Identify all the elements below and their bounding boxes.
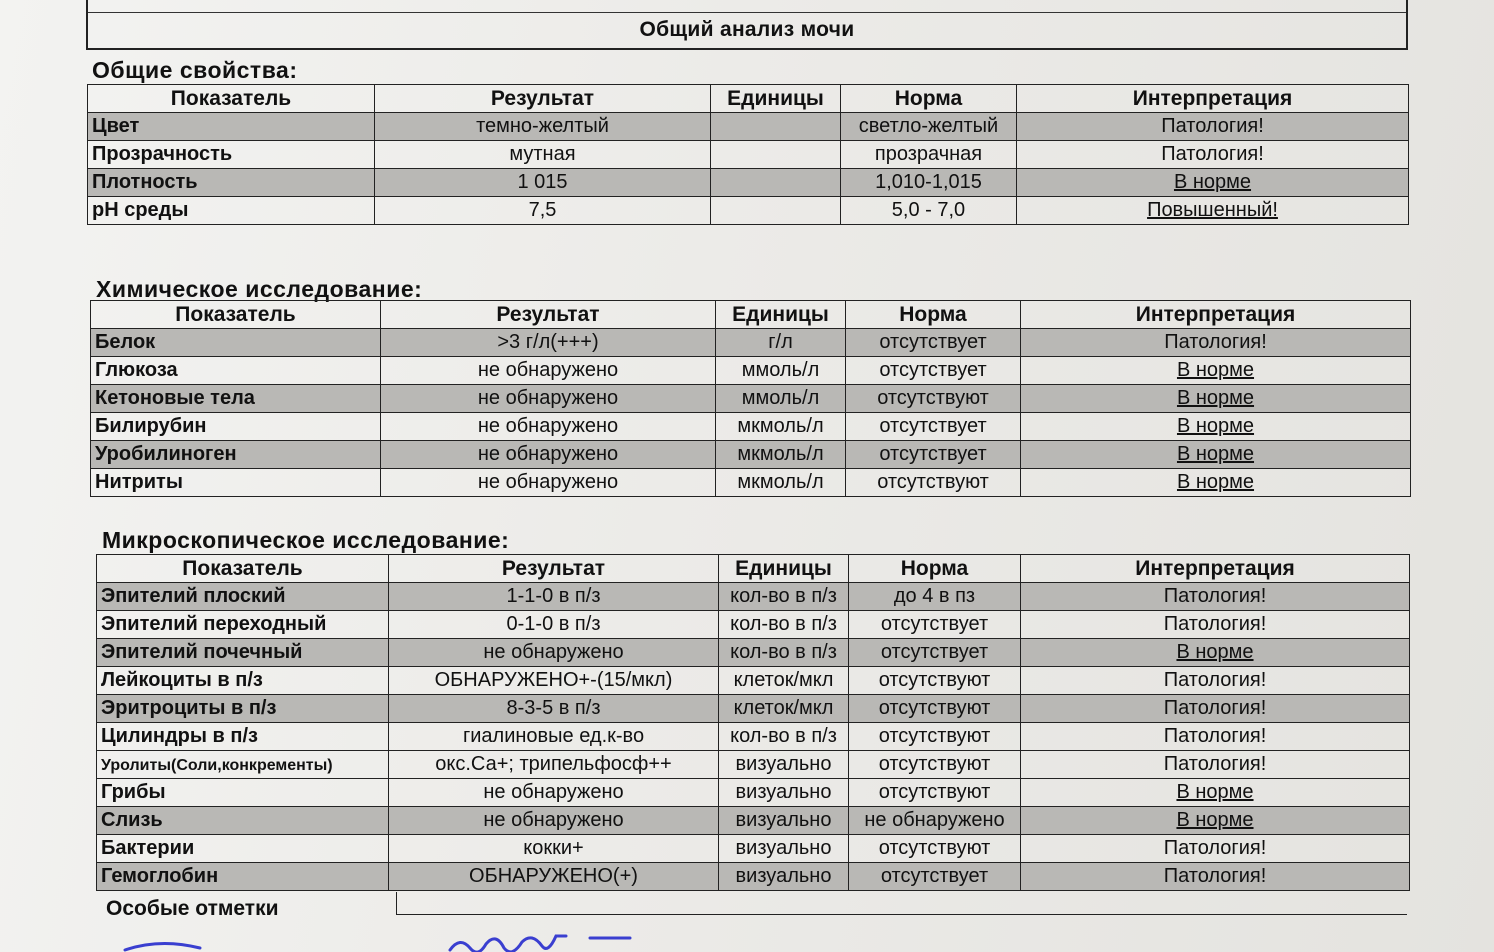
table-row bbox=[91, 357, 1411, 385]
units-cell bbox=[711, 141, 841, 169]
norm-cell bbox=[841, 169, 1017, 197]
norm-cell bbox=[849, 863, 1021, 891]
result-cell-text: 8-3-5 в п/з bbox=[506, 697, 601, 719]
norm-cell bbox=[849, 779, 1021, 807]
handwritten-ink-mark bbox=[120, 930, 640, 952]
norm-cell-text: не обнаружено bbox=[864, 809, 1005, 831]
indicator-cell-text: Эпителий плоский bbox=[101, 585, 286, 607]
norm-cell-text: отсутствуют bbox=[877, 471, 989, 493]
indicator-cell bbox=[88, 113, 375, 141]
units-cell bbox=[719, 863, 849, 891]
norm-cell bbox=[846, 357, 1021, 385]
result-cell bbox=[389, 639, 719, 667]
table-row bbox=[97, 835, 1410, 863]
result-cell-text: темно-желтый bbox=[476, 115, 609, 137]
indicator-cell bbox=[88, 169, 375, 197]
indicator-cell bbox=[88, 141, 375, 169]
result-cell bbox=[375, 169, 711, 197]
norm-cell bbox=[849, 723, 1021, 751]
units-cell bbox=[716, 413, 846, 441]
table-row bbox=[88, 113, 1409, 141]
norm-cell-text: светло-желтый bbox=[858, 115, 999, 137]
interpretation-cell bbox=[1021, 385, 1411, 413]
interpretation-cell-text: Патология! bbox=[1161, 115, 1264, 137]
result-cell-text: кокки+ bbox=[523, 837, 584, 859]
norm-cell bbox=[849, 583, 1021, 611]
norm-cell bbox=[846, 441, 1021, 469]
units-cell-text: клеток/мкл bbox=[733, 697, 834, 719]
units-cell-text: кол-во в п/з bbox=[730, 725, 837, 747]
interpretation-cell bbox=[1021, 611, 1410, 639]
norm-cell bbox=[849, 611, 1021, 639]
units-cell-text: клеток/мкл bbox=[733, 669, 834, 691]
result-cell bbox=[375, 113, 711, 141]
interpretation-cell bbox=[1021, 807, 1410, 835]
interpretation-cell-text: В норме bbox=[1176, 641, 1254, 663]
indicator-cell-text: Гемоглобин bbox=[101, 865, 219, 887]
norm-cell-text: отсутствуют bbox=[878, 669, 991, 691]
norm-cell-text: отсутствует bbox=[879, 331, 987, 353]
norm-cell bbox=[849, 807, 1021, 835]
norm-cell bbox=[841, 141, 1017, 169]
norm-cell bbox=[849, 835, 1021, 863]
interpretation-cell-text: В норме bbox=[1176, 359, 1255, 381]
units-cell bbox=[716, 469, 846, 497]
table-row bbox=[97, 611, 1410, 639]
interpretation-cell-text: В норме bbox=[1176, 781, 1254, 803]
document-title: Общий анализ мочи bbox=[639, 18, 855, 41]
units-cell bbox=[711, 113, 841, 141]
table-row bbox=[88, 169, 1409, 197]
norm-cell-text: 1,010-1,015 bbox=[875, 171, 982, 193]
norm-cell-text: отсутствуют bbox=[877, 387, 989, 409]
table-row bbox=[97, 639, 1410, 667]
interpretation-cell-text: Повышенный! bbox=[1147, 199, 1278, 221]
indicator-cell-text: Грибы bbox=[101, 781, 166, 803]
interpretation-cell bbox=[1021, 835, 1410, 863]
norm-cell bbox=[849, 667, 1021, 695]
header-result: Результат bbox=[389, 555, 719, 583]
result-cell bbox=[389, 863, 719, 891]
norm-cell-text: отсутствуют bbox=[878, 781, 991, 803]
interpretation-cell-text: В норме bbox=[1176, 809, 1254, 831]
result-cell-text: не обнаружено bbox=[483, 809, 624, 831]
interpretation-cell bbox=[1021, 441, 1411, 469]
norm-cell bbox=[849, 695, 1021, 723]
result-cell bbox=[389, 779, 719, 807]
table-row bbox=[97, 695, 1410, 723]
header-norm: Норма bbox=[849, 555, 1021, 583]
norm-cell bbox=[849, 751, 1021, 779]
indicator-cell bbox=[88, 197, 375, 225]
interpretation-cell-text: В норме bbox=[1176, 415, 1255, 437]
indicator-cell bbox=[97, 667, 389, 695]
indicator-cell-text: Эритроциты в п/з bbox=[101, 697, 277, 719]
units-cell-text: кол-во в п/з bbox=[730, 641, 837, 663]
norm-cell-text: отсутствует bbox=[879, 443, 987, 465]
norm-cell-text: отсутствует bbox=[879, 359, 987, 381]
result-cell-text: не обнаружено bbox=[477, 471, 619, 493]
header-result: Результат bbox=[375, 85, 711, 113]
table-header-row bbox=[91, 301, 1411, 329]
norm-cell-text: прозрачная bbox=[874, 143, 983, 165]
table-header-row bbox=[88, 85, 1409, 113]
interpretation-cell bbox=[1021, 329, 1411, 357]
header-interpretation: Интерпретация bbox=[1017, 85, 1409, 113]
indicator-cell bbox=[97, 695, 389, 723]
result-cell-text: мутная bbox=[509, 143, 576, 165]
norm-cell-text: отсутствует bbox=[880, 613, 989, 635]
result-cell bbox=[389, 611, 719, 639]
indicator-cell bbox=[91, 469, 381, 497]
microscopic-section-title: Микроскопическое исследование: bbox=[102, 527, 510, 553]
indicator-cell-text: Кетоновые тела bbox=[95, 387, 255, 409]
units-cell-text: мкмоль/л bbox=[737, 443, 824, 465]
units-cell-text: ммоль/л bbox=[741, 359, 820, 381]
header-indicator: Показатель bbox=[91, 301, 381, 329]
result-cell bbox=[375, 197, 711, 225]
header-norm: Норма bbox=[846, 301, 1021, 329]
interpretation-cell-text: В норме bbox=[1176, 471, 1255, 493]
indicator-cell bbox=[97, 723, 389, 751]
indicator-cell-text: Цилиндры в п/з bbox=[101, 725, 258, 747]
table-row bbox=[91, 385, 1411, 413]
result-cell bbox=[389, 751, 719, 779]
norm-cell-text: 5,0 - 7,0 bbox=[891, 199, 966, 221]
interpretation-cell bbox=[1021, 723, 1410, 751]
units-cell-text: ммоль/л bbox=[741, 387, 820, 409]
indicator-cell bbox=[97, 807, 389, 835]
header-units: Единицы bbox=[719, 555, 849, 583]
result-cell bbox=[381, 329, 716, 357]
norm-cell bbox=[846, 385, 1021, 413]
norm-cell-text: до 4 в пз bbox=[893, 585, 976, 607]
result-cell-text: не обнаружено bbox=[477, 387, 619, 409]
result-cell bbox=[389, 723, 719, 751]
interpretation-cell-text: Патология! bbox=[1163, 613, 1267, 635]
indicator-cell bbox=[91, 329, 381, 357]
units-cell bbox=[719, 695, 849, 723]
indicator-cell-text: Глюкоза bbox=[95, 359, 178, 381]
units-cell-text: визуально bbox=[735, 781, 832, 803]
general-properties-table bbox=[87, 84, 1409, 225]
result-cell bbox=[389, 835, 719, 863]
table-row bbox=[97, 723, 1410, 751]
indicator-cell-text: Слизь bbox=[101, 809, 163, 831]
result-cell bbox=[381, 357, 716, 385]
result-cell-text: 0-1-0 в п/з bbox=[506, 613, 601, 635]
units-cell bbox=[719, 835, 849, 863]
result-cell-text: ОБНАРУЖЕНО+-(15/мкл) bbox=[434, 669, 673, 691]
interpretation-cell bbox=[1017, 169, 1409, 197]
indicator-cell-text: Плотность bbox=[92, 171, 198, 193]
interpretation-cell bbox=[1021, 695, 1410, 723]
result-cell bbox=[381, 441, 716, 469]
indicator-cell bbox=[97, 639, 389, 667]
indicator-cell bbox=[97, 863, 389, 891]
indicator-cell bbox=[91, 441, 381, 469]
units-cell bbox=[719, 807, 849, 835]
interpretation-cell-text: Патология! bbox=[1163, 697, 1267, 719]
indicator-cell bbox=[91, 357, 381, 385]
table-row bbox=[97, 807, 1410, 835]
interpretation-cell bbox=[1017, 197, 1409, 225]
norm-cell-text: отсутствует bbox=[879, 415, 987, 437]
units-cell-text: визуально bbox=[735, 865, 832, 887]
result-cell-text: не обнаружено bbox=[477, 359, 619, 381]
interpretation-cell bbox=[1017, 141, 1409, 169]
interpretation-cell-text: Патология! bbox=[1163, 585, 1267, 607]
table-row bbox=[97, 779, 1410, 807]
units-cell bbox=[716, 329, 846, 357]
units-cell bbox=[719, 583, 849, 611]
header-rule bbox=[88, 12, 1406, 13]
table-row bbox=[88, 141, 1409, 169]
result-cell-text: ОБНАРУЖЕНО(+) bbox=[469, 865, 638, 887]
table-row bbox=[97, 583, 1410, 611]
indicator-cell bbox=[97, 779, 389, 807]
special-notes-field bbox=[396, 892, 1407, 915]
indicator-cell-text: Эпителий почечный bbox=[101, 641, 303, 663]
indicator-cell bbox=[97, 611, 389, 639]
norm-cell bbox=[846, 469, 1021, 497]
microscopic-analysis-table bbox=[96, 554, 1410, 891]
norm-cell-text: отсутствуют bbox=[878, 725, 991, 747]
result-cell-text: 1 015 bbox=[517, 171, 568, 193]
norm-cell bbox=[849, 639, 1021, 667]
chemical-section-title: Химическое исследование: bbox=[96, 276, 423, 302]
indicator-cell-text: Уролиты(Соли,конкременты) bbox=[101, 756, 333, 774]
units-cell-text: г/л bbox=[768, 331, 793, 353]
table-row bbox=[91, 329, 1411, 357]
interpretation-cell bbox=[1021, 751, 1410, 779]
norm-cell-text: отсутствует bbox=[880, 641, 989, 663]
units-cell-text: мкмоль/л bbox=[737, 471, 824, 493]
interpretation-cell-text: Патология! bbox=[1161, 143, 1264, 165]
units-cell bbox=[719, 611, 849, 639]
result-cell bbox=[381, 385, 716, 413]
units-cell bbox=[711, 169, 841, 197]
interpretation-cell-text: Патология! bbox=[1163, 669, 1267, 691]
result-cell-text: окс.Са+; трипельфосф++ bbox=[435, 753, 672, 775]
header-result: Результат bbox=[381, 301, 716, 329]
result-cell bbox=[389, 667, 719, 695]
norm-cell-text: отсутствуют bbox=[878, 753, 991, 775]
indicator-cell-text: Цвет bbox=[92, 115, 140, 137]
units-cell bbox=[719, 751, 849, 779]
indicator-cell-text: Билирубин bbox=[95, 415, 207, 437]
table-row bbox=[97, 667, 1410, 695]
result-cell-text: не обнаружено bbox=[477, 443, 619, 465]
interpretation-cell-text: Патология! bbox=[1164, 331, 1267, 353]
result-cell-text: не обнаружено bbox=[477, 415, 619, 437]
table-row bbox=[88, 197, 1409, 225]
indicator-cell-text: Уробилиноген bbox=[95, 443, 237, 465]
result-cell-text: не обнаружено bbox=[483, 641, 624, 663]
units-cell-text: мкмоль/л bbox=[737, 415, 824, 437]
result-cell-text: не обнаружено bbox=[483, 781, 624, 803]
interpretation-cell bbox=[1021, 863, 1410, 891]
result-cell-text: 1-1-0 в п/з bbox=[506, 585, 601, 607]
interpretation-cell-text: В норме bbox=[1176, 387, 1255, 409]
result-cell-text: 7,5 bbox=[528, 199, 557, 221]
table-row bbox=[97, 751, 1410, 779]
report-header-box bbox=[86, 0, 1408, 50]
indicator-cell bbox=[91, 413, 381, 441]
indicator-cell bbox=[97, 751, 389, 779]
table-header-row bbox=[97, 555, 1410, 583]
indicator-cell-text: Бактерии bbox=[101, 837, 195, 859]
table-row bbox=[91, 413, 1411, 441]
header-interpretation: Интерпретация bbox=[1021, 555, 1410, 583]
indicator-cell bbox=[91, 385, 381, 413]
indicator-cell-text: pH среды bbox=[92, 199, 189, 221]
units-cell bbox=[716, 357, 846, 385]
interpretation-cell bbox=[1017, 113, 1409, 141]
interpretation-cell-text: Патология! bbox=[1163, 837, 1267, 859]
norm-cell-text: отсутствуют bbox=[878, 837, 991, 859]
special-notes-label: Особые отметки bbox=[106, 897, 279, 920]
result-cell bbox=[381, 413, 716, 441]
interpretation-cell bbox=[1021, 779, 1410, 807]
indicator-cell-text: Нитриты bbox=[95, 471, 183, 493]
table-row bbox=[91, 469, 1411, 497]
header-norm: Норма bbox=[841, 85, 1017, 113]
general-section-title: Общие свойства: bbox=[92, 57, 298, 83]
units-cell-text: визуально bbox=[735, 809, 832, 831]
units-cell-text: кол-во в п/з bbox=[730, 585, 837, 607]
units-cell bbox=[716, 385, 846, 413]
result-cell bbox=[381, 469, 716, 497]
interpretation-cell bbox=[1021, 639, 1410, 667]
interpretation-cell-text: Патология! bbox=[1163, 753, 1267, 775]
interpretation-cell bbox=[1021, 357, 1411, 385]
units-cell bbox=[711, 197, 841, 225]
interpretation-cell bbox=[1021, 469, 1411, 497]
header-interpretation: Интерпретация bbox=[1021, 301, 1411, 329]
table-row bbox=[97, 863, 1410, 891]
interpretation-cell-text: В норме bbox=[1176, 443, 1255, 465]
norm-cell bbox=[841, 197, 1017, 225]
norm-cell-text: отсутствует bbox=[880, 865, 989, 887]
norm-cell-text: отсутствуют bbox=[878, 697, 991, 719]
indicator-cell bbox=[97, 835, 389, 863]
interpretation-cell bbox=[1021, 413, 1411, 441]
interpretation-cell-text: В норме bbox=[1173, 171, 1252, 193]
units-cell-text: визуально bbox=[735, 753, 832, 775]
result-cell-text: >3 г/л(+++) bbox=[497, 331, 599, 353]
interpretation-cell-text: Патология! bbox=[1163, 865, 1267, 887]
indicator-cell-text: Эпителий переходный bbox=[101, 613, 327, 635]
units-cell-text: кол-во в п/з bbox=[730, 613, 837, 635]
result-cell-text: гиалиновые ед.к-во bbox=[462, 725, 645, 747]
interpretation-cell-text: Патология! bbox=[1163, 725, 1267, 747]
header-units: Единицы bbox=[716, 301, 846, 329]
header-units: Единицы bbox=[711, 85, 841, 113]
norm-cell bbox=[841, 113, 1017, 141]
result-cell bbox=[389, 695, 719, 723]
indicator-cell-text: Белок bbox=[95, 331, 156, 353]
indicator-cell bbox=[97, 583, 389, 611]
table-row bbox=[91, 441, 1411, 469]
units-cell bbox=[719, 667, 849, 695]
header-indicator: Показатель bbox=[97, 555, 389, 583]
chemical-analysis-table bbox=[90, 300, 1411, 497]
result-cell bbox=[389, 583, 719, 611]
interpretation-cell bbox=[1021, 667, 1410, 695]
result-cell bbox=[375, 141, 711, 169]
result-cell bbox=[389, 807, 719, 835]
norm-cell bbox=[846, 413, 1021, 441]
indicator-cell-text: Лейкоциты в п/з bbox=[101, 669, 263, 691]
interpretation-cell bbox=[1021, 583, 1410, 611]
units-cell-text: визуально bbox=[735, 837, 832, 859]
norm-cell bbox=[846, 329, 1021, 357]
units-cell bbox=[716, 441, 846, 469]
indicator-cell-text: Прозрачность bbox=[92, 143, 233, 165]
header-indicator: Показатель bbox=[88, 85, 375, 113]
units-cell bbox=[719, 639, 849, 667]
units-cell bbox=[719, 723, 849, 751]
units-cell bbox=[719, 779, 849, 807]
